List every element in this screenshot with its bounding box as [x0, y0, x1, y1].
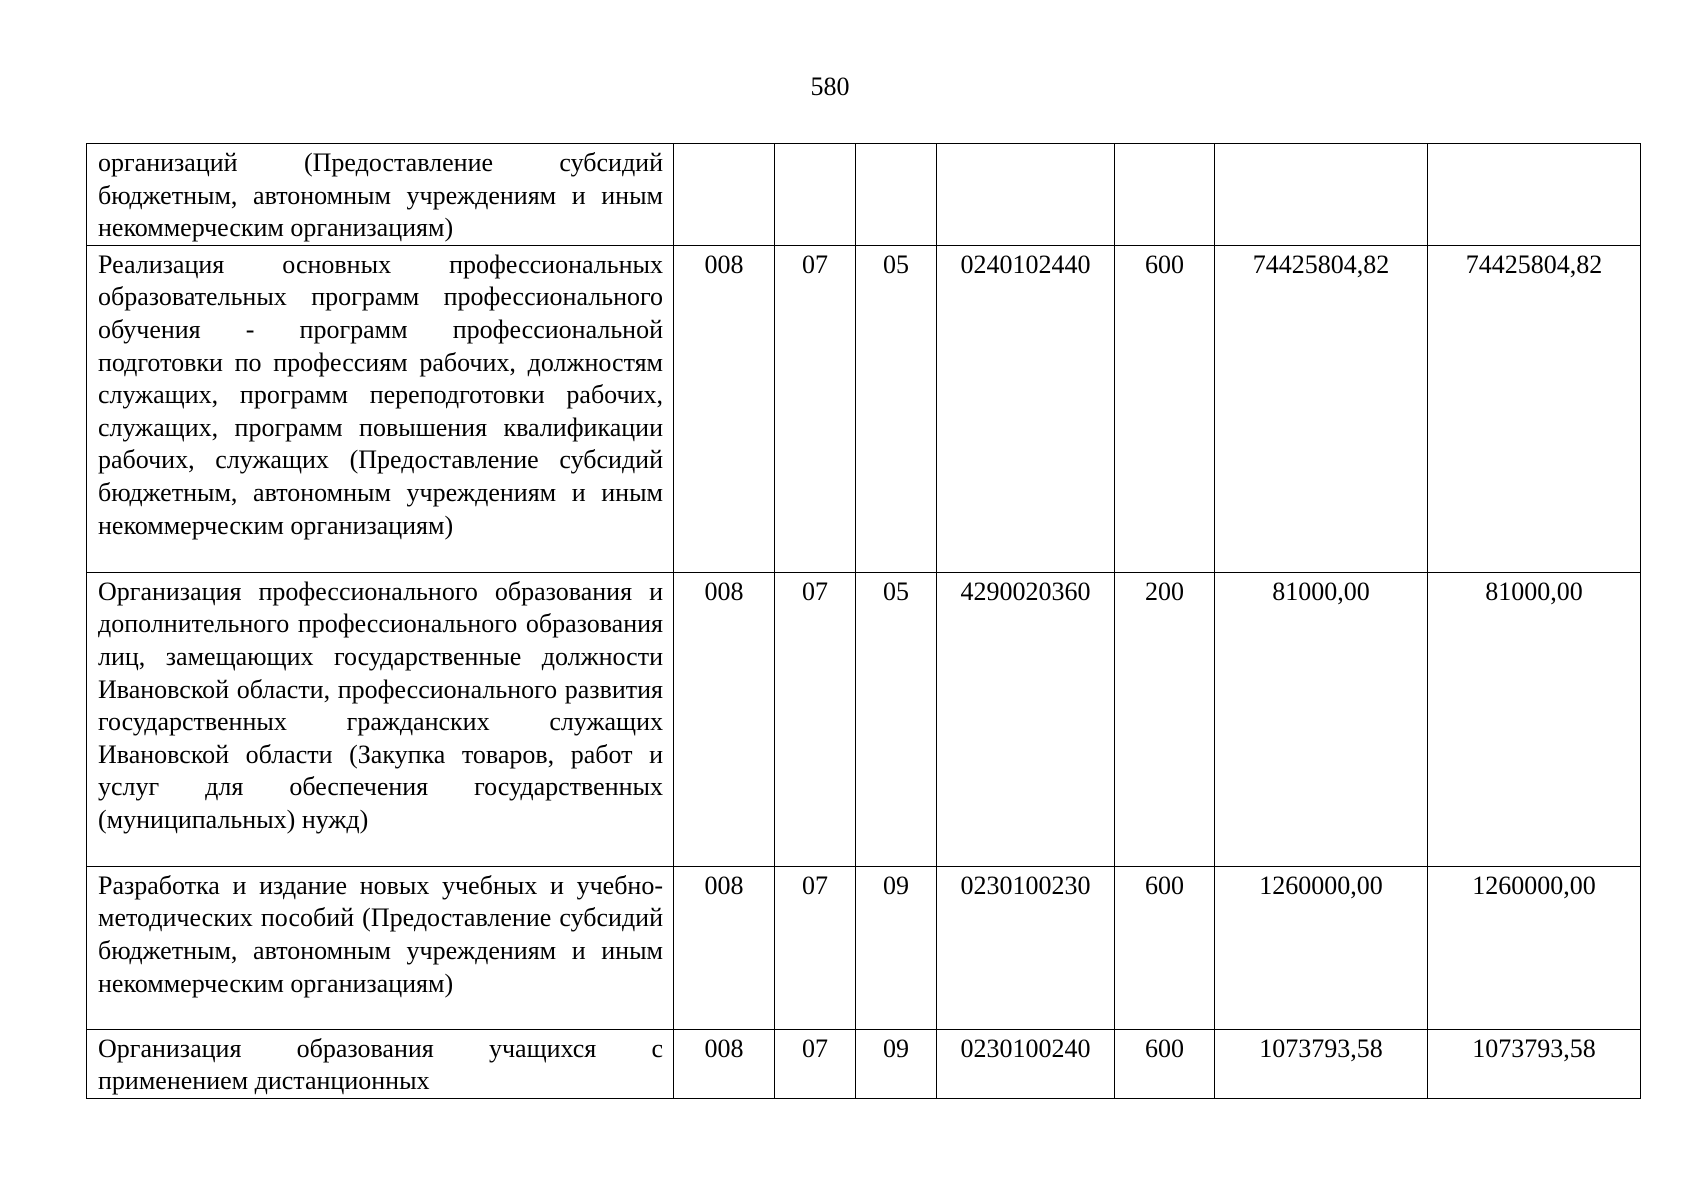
subsection-code: 09: [856, 1029, 937, 1098]
ministry-code: 008: [674, 1029, 775, 1098]
table-row: [87, 866, 1641, 1029]
amount-2: 74425804,82: [1428, 245, 1641, 572]
amount-2: [1428, 144, 1641, 246]
expense-type-code: 600: [1115, 1029, 1215, 1098]
target-article-code: 0230100240: [937, 1029, 1115, 1098]
target-article-code: 0240102440: [937, 245, 1115, 572]
ministry-code: [674, 144, 775, 246]
section-code: 07: [775, 866, 856, 1029]
amount-2: 1260000,00: [1428, 866, 1641, 1029]
ministry-code: 008: [674, 245, 775, 572]
amount-1: 1260000,00: [1215, 866, 1428, 1029]
amount-2: 81000,00: [1428, 572, 1641, 866]
subsection-code: 05: [856, 245, 937, 572]
target-article-code: 0230100230: [937, 866, 1115, 1029]
row-description: Организация образования учащихся с применением дистанционных: [87, 1029, 674, 1098]
row-description: Разработка и издание новых учебных и учебно-методических пособий (Предоставление субсидий бюджетным, автономным учреждениям и иным некоммерческим организациям): [87, 866, 674, 1029]
page-number: 580: [810, 72, 850, 101]
amount-1: 81000,00: [1215, 572, 1428, 866]
table-row: [87, 1029, 1641, 1098]
subsection-code: 09: [856, 866, 937, 1029]
section-code: 07: [775, 1029, 856, 1098]
row-description: Организация профессионального образования и дополнительного профессионального образования лиц, замещающих государственные должности Ивановской области, профессионального развития государственных гражданских служащих Ивановской области (Закупка товаров, работ и услуг для обеспечения государственных (муниципальных) нужд): [87, 572, 674, 866]
amount-1: 74425804,82: [1215, 245, 1428, 572]
expense-type-code: [1115, 144, 1215, 246]
subsection-code: [856, 144, 937, 246]
ministry-code: 008: [674, 866, 775, 1029]
target-article-code: [937, 144, 1115, 246]
target-article-code: 4290020360: [937, 572, 1115, 866]
row-description: Реализация основных профессиональных образовательных программ профессионального обучения - программ профессиональной подготовки по профессиям рабочих, должностям служащих, программ переподготовки рабочих, служащих, программ повышения квалификации рабочих, служащих (Предоставление субсидий бюджетным, автономным учреждениям и иным некоммерческим организациям): [87, 245, 674, 572]
table-row: [87, 245, 1641, 572]
table-row: [87, 144, 1641, 246]
amount-1: 1073793,58: [1215, 1029, 1428, 1098]
table-row: [87, 572, 1641, 866]
section-code: 07: [775, 245, 856, 572]
subsection-code: 05: [856, 572, 937, 866]
expense-type-code: 600: [1115, 866, 1215, 1029]
amount-1: [1215, 144, 1428, 246]
amount-2: 1073793,58: [1428, 1029, 1641, 1098]
ministry-code: 008: [674, 572, 775, 866]
expense-type-code: 200: [1115, 572, 1215, 866]
section-code: [775, 144, 856, 246]
section-code: 07: [775, 572, 856, 866]
row-description: организаций (Предоставление субсидий бюджетным, автономным учреждениям и иным некоммерческим организациям): [87, 144, 674, 246]
budget-table: [86, 143, 1641, 1099]
expense-type-code: 600: [1115, 245, 1215, 572]
